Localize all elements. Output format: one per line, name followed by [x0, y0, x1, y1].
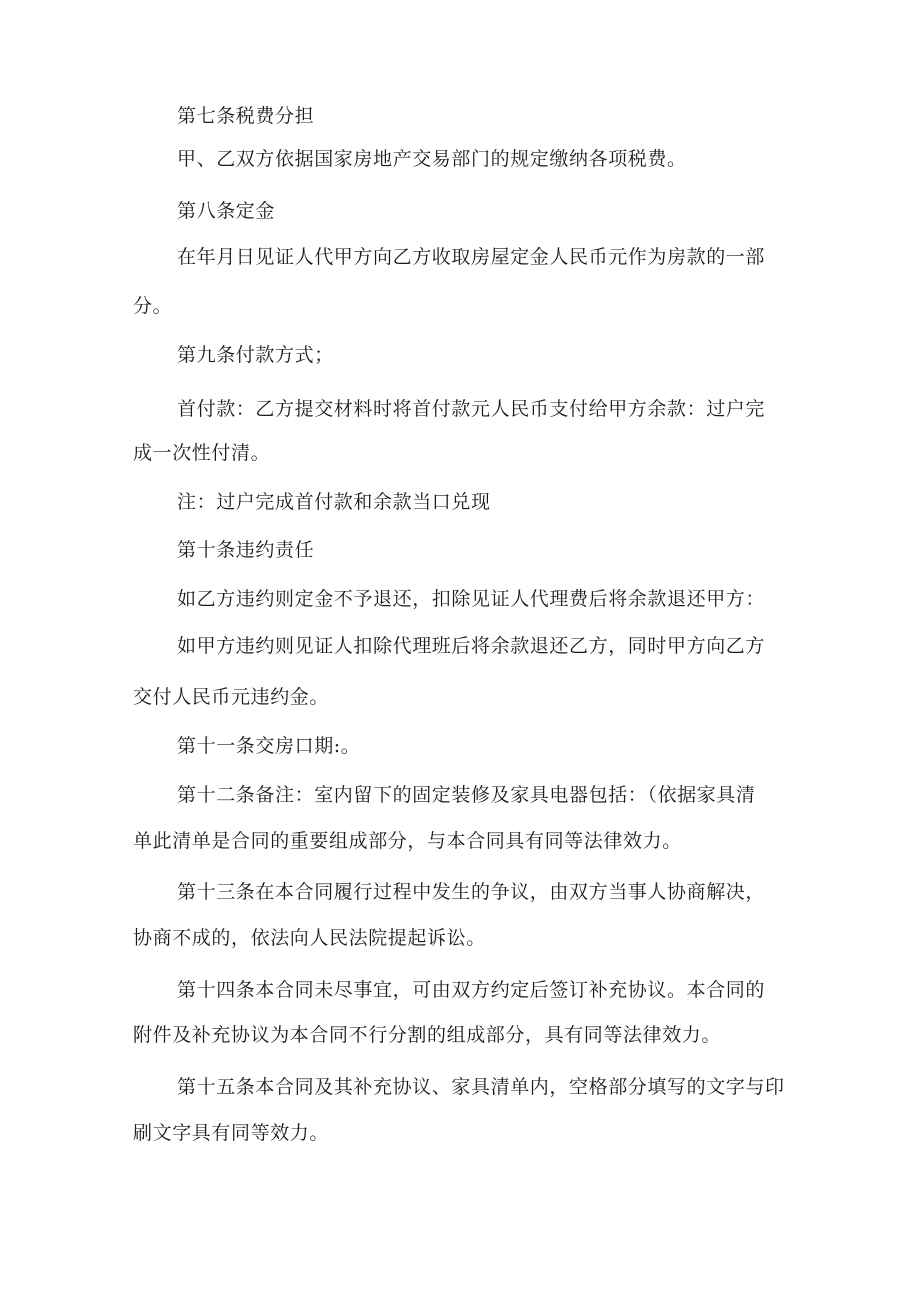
article-13-text-line-2: 协商不成的，依法向人民法院提起诉讼。 [133, 927, 486, 949]
article-8-text-line-2: 分。 [133, 295, 173, 317]
article-15-text-line-1: 第十五条本合同及其补充协议、家具清单内，空格部分填写的文字与印 [177, 1076, 785, 1098]
article-14-text-line-2: 附件及补充协议为本合同不行分割的组成部分，具有同等法律效力。 [133, 1024, 722, 1046]
article-10-text-line-1: 如乙方违约则定金不予退还，扣除见证人代理费后将余款退还甲方： [177, 588, 766, 610]
article-8-text-line-1: 在年月日见证人代甲方向乙方收取房屋定金人民币元作为房款的一部 [177, 246, 766, 268]
article-12-text-line-2: 单此清单是合同的重要组成部分，与本合同具有同等法律效力。 [133, 830, 682, 852]
article-7-heading: 第七条税费分担 [177, 105, 315, 127]
article-9-text-line-1: 首付款：乙方提交材料时将首付款元人民币支付给甲方余款：过户完 [177, 398, 766, 420]
article-8-heading: 第八条定金 [177, 200, 276, 222]
article-9-text-line-2: 成一次性付清。 [133, 442, 271, 464]
article-13-text-line-1: 第十三条在本合同履行过程中发生的争议，由双方当事人协商解决， [177, 881, 766, 903]
article-9-note: 注：过户完成首付款和余款当口兑现 [177, 491, 491, 513]
article-9-heading: 第九条付款方式； [177, 344, 334, 366]
article-11-text: 第十一条交房口期:。 [177, 735, 361, 757]
article-7-text: 甲、乙双方依据国家房地产交易部门的规定缴纳各项税费。 [177, 148, 687, 170]
article-10-heading: 第十条违约责任 [177, 539, 315, 561]
article-10-text-line-3: 交付人民币元违约金。 [133, 686, 330, 708]
article-12-text-line-1: 第十二条备注：室内留下的固定装修及家具电器包括：（依据家具清 [177, 784, 756, 806]
article-15-text-line-2: 刷文字具有同等效力。 [133, 1122, 330, 1144]
article-10-text-line-2: 如甲方违约则见证人扣除代理班后将余款退还乙方，同时甲方向乙方 [177, 635, 766, 657]
article-14-text-line-1: 第十四条本合同未尽事宜，可由双方约定后签订补充协议。本合同的 [177, 979, 766, 1001]
